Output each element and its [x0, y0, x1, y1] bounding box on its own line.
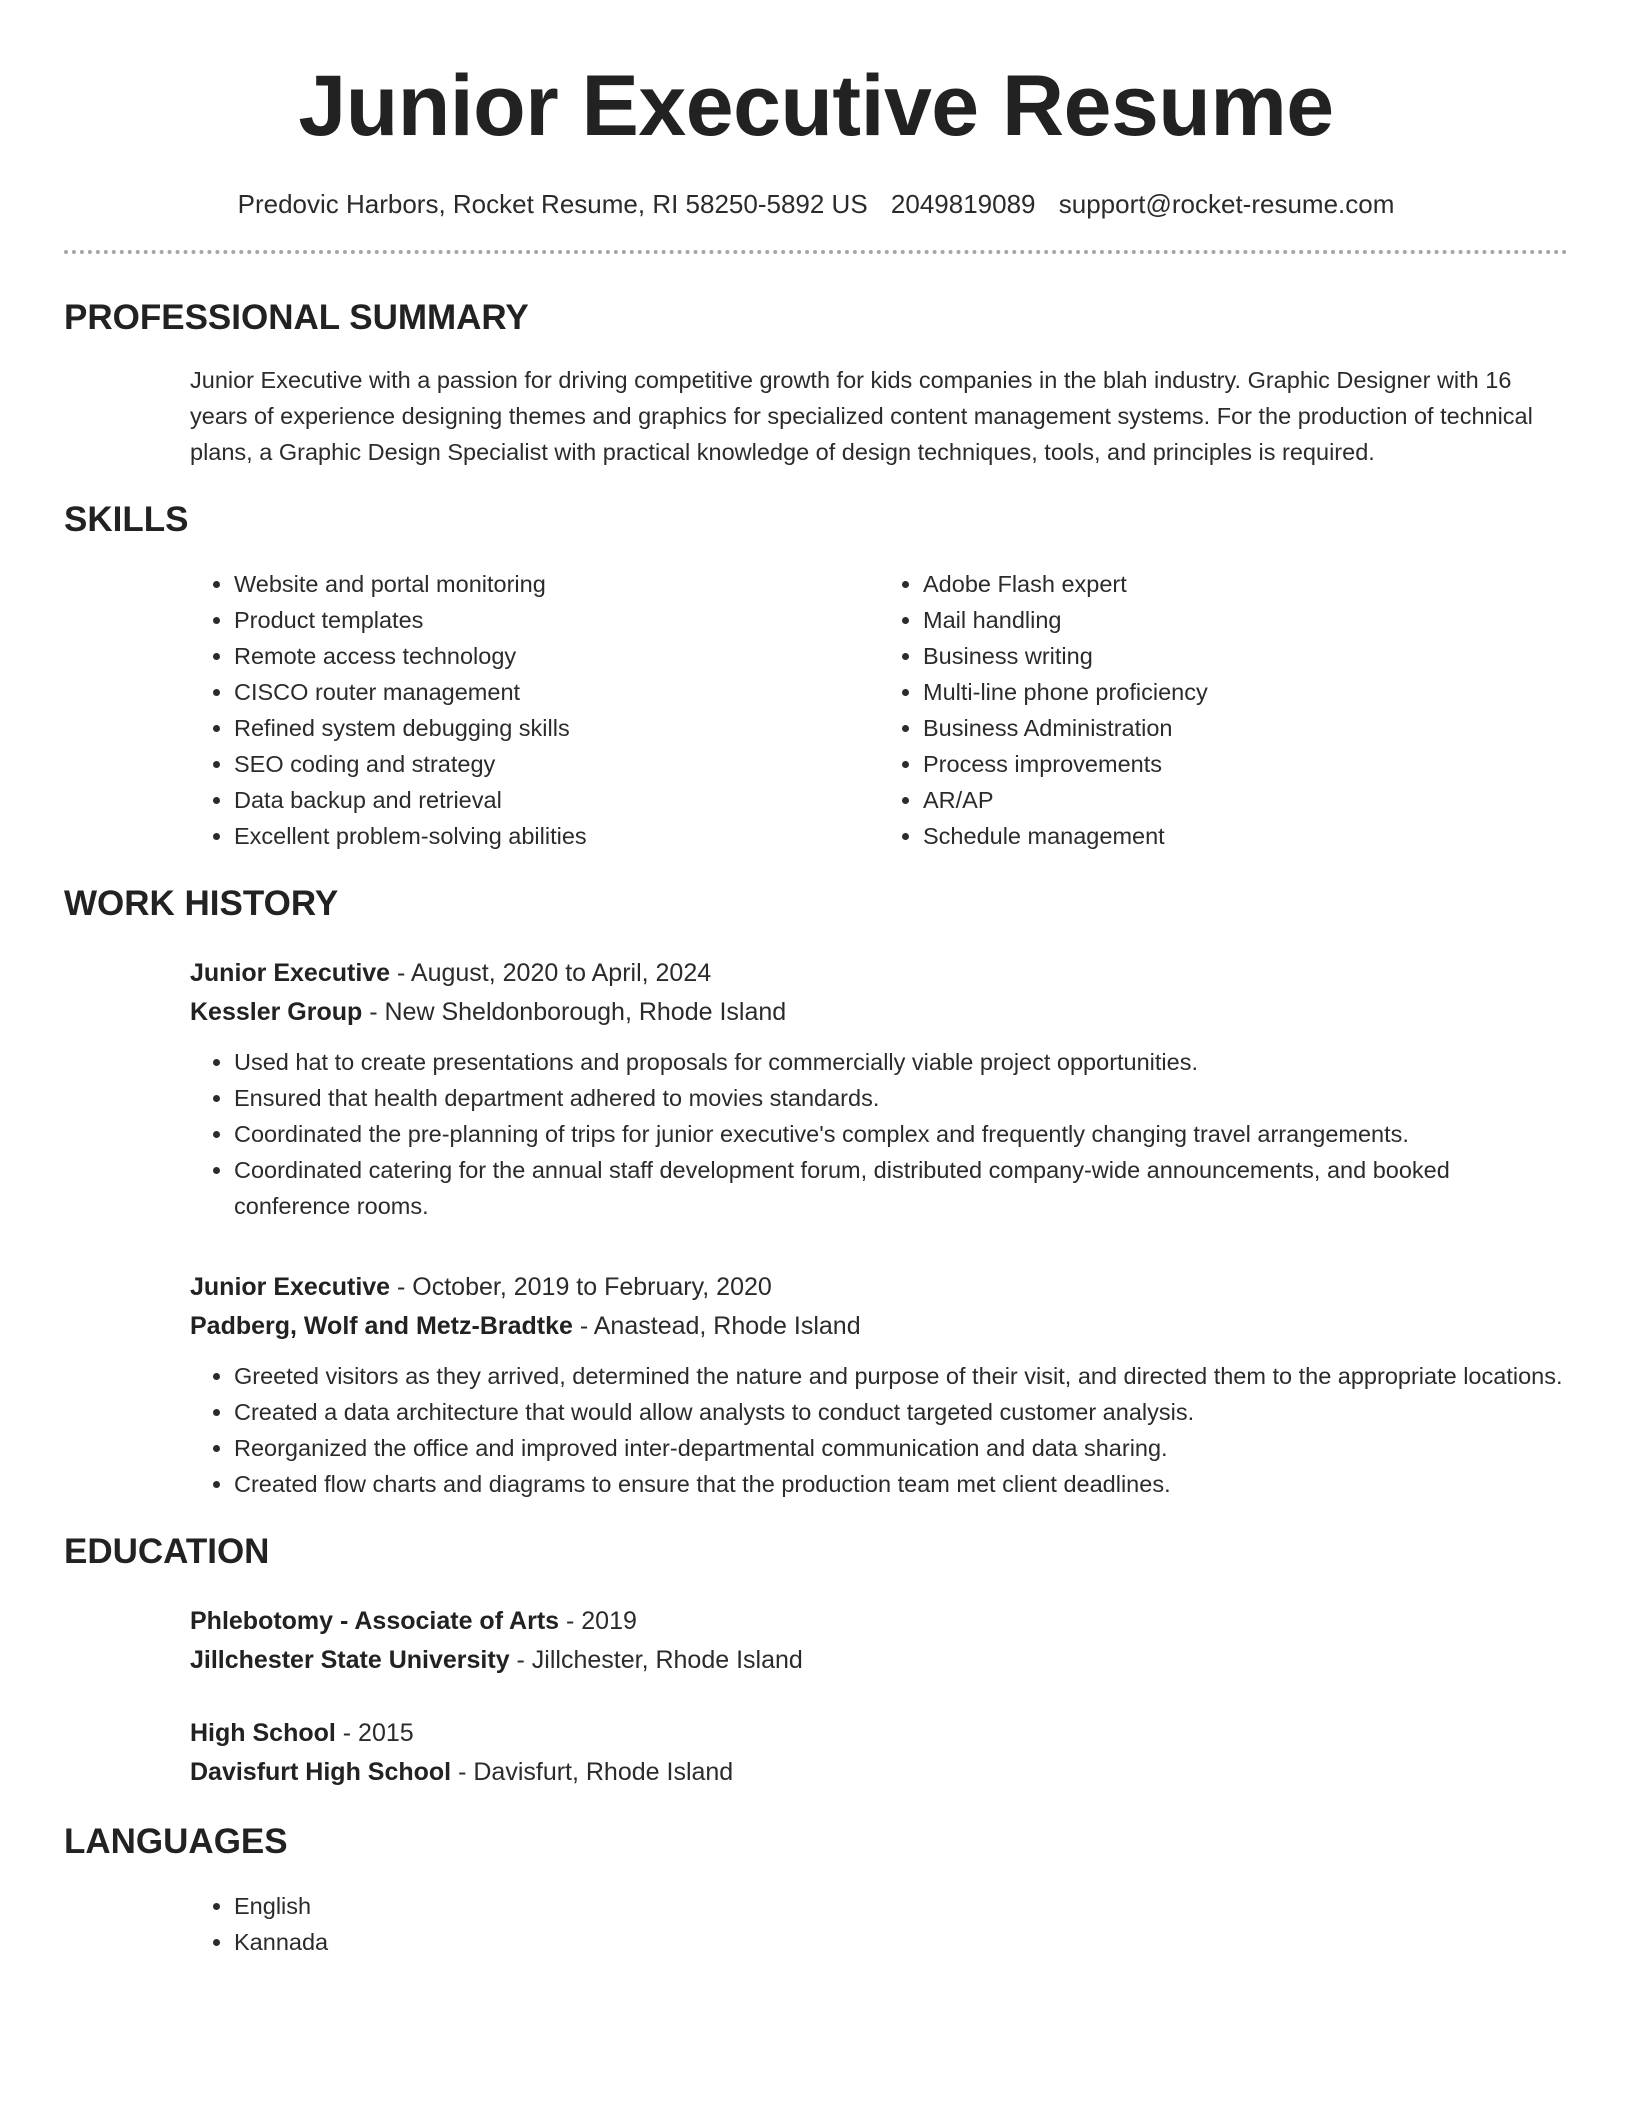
education-school-line [190, 1641, 1568, 1680]
skill-item: • Adobe Flash expert [923, 566, 1568, 602]
skill-item: • AR/AP [923, 782, 1568, 818]
skill-item: • Refined system debugging skills [234, 710, 879, 746]
job-dates: - October, 2019 to February, 2020 [390, 1273, 772, 1301]
job-company: Kessler Group [190, 998, 363, 1026]
language-item: • Kannada [234, 1924, 1568, 1960]
job-duty-item: • Created a data architecture that would allow analysts to conduct targeted customer analysis. [234, 1394, 1568, 1430]
education-school: Davisfurt High School [190, 1758, 452, 1786]
job-company: Padberg, Wolf and Metz-Bradtke [190, 1312, 573, 1340]
education-school-line [190, 1753, 1568, 1792]
skill-item: • Mail handling [923, 602, 1568, 638]
summary-heading: PROFESSIONAL SUMMARY [64, 298, 529, 337]
job-duty-item: • Ensured that health department adhered to movies standards. [234, 1080, 1568, 1116]
skill-item: • Excellent problem-solving abilities [234, 818, 879, 854]
skill-item: • Process improvements [923, 746, 1568, 782]
skills-list-left [190, 566, 879, 854]
skill-item: • Business writing [923, 638, 1568, 674]
contact-phone: 2049819089 [890, 189, 1036, 219]
languages-heading: LANGUAGES [64, 1822, 288, 1861]
job-role: Junior Executive [190, 959, 391, 987]
skill-item: • Product templates [234, 602, 879, 638]
languages-list [190, 1888, 1568, 1960]
education-heading: EDUCATION [64, 1532, 270, 1571]
resume-title: Junior Executive Resume [298, 58, 1334, 154]
skill-item: • Schedule management [923, 818, 1568, 854]
skill-item: • Website and portal monitoring [234, 566, 879, 602]
job-duty-item: • Coordinated the pre-planning of trips for junior executive's complex and frequently changing travel arrangements. [234, 1116, 1568, 1152]
education-year: - 2019 [559, 1607, 637, 1635]
job-duties [190, 1044, 1568, 1224]
skills-heading: SKILLS [64, 500, 189, 539]
job-duty-item: • Greeted visitors as they arrived, determined the nature and purpose of their visit, and directed them to the appropriate locations. [234, 1358, 1568, 1394]
job-duty-item: • Created flow charts and diagrams to ensure that the production team met client deadlines. [234, 1466, 1568, 1502]
education-degree: High School [190, 1719, 336, 1747]
job-role-line [190, 1268, 1568, 1307]
contact-info [64, 186, 1568, 222]
education-location: - Jillchester, Rhode Island [509, 1646, 803, 1674]
education-school: Jillchester State University [190, 1646, 510, 1674]
education-degree-line [190, 1714, 1568, 1753]
skill-item: • Business Administration [923, 710, 1568, 746]
education-entry [190, 1714, 1568, 1792]
job-duties [190, 1358, 1568, 1502]
job-dates: - August, 2020 to April, 2024 [390, 959, 712, 987]
contact-address: Predovic Harbors, Rocket Resume, RI 58250-5892 US [237, 189, 868, 219]
job-location: - Anastead, Rhode Island [572, 1312, 861, 1340]
job-entry [190, 1268, 1568, 1502]
skills-list-right [879, 566, 1568, 854]
skill-item: • CISCO router management [234, 674, 879, 710]
language-item: • English [234, 1888, 1568, 1924]
job-location: - New Sheldonborough, Rhode Island [362, 998, 787, 1026]
job-company-line [190, 993, 1568, 1032]
job-duty-item: • Used hat to create presentations and proposals for commercially viable project opportunities. [234, 1044, 1568, 1080]
education-degree: Phlebotomy - Associate of Arts [190, 1607, 560, 1635]
job-role-line [190, 954, 1568, 993]
education-degree-line [190, 1602, 1568, 1641]
skill-item: • Data backup and retrieval [234, 782, 879, 818]
skills-grid [190, 566, 1568, 854]
education-entry [190, 1602, 1568, 1680]
work-history-heading: WORK HISTORY [64, 884, 339, 923]
skill-item: • Remote access technology [234, 638, 879, 674]
summary-text: Junior Executive with a passion for driving competitive growth for kids companies in the blah industry. Graphic Designer with 16 years of experience designing themes and graphics for specialized content management systems. For the production of technical plans, a Graphic Design Specialist with practical knowledge of design techniques, tools, and principles is required. [190, 367, 1533, 465]
education-year: - 2015 [335, 1719, 414, 1747]
languages-section [190, 1888, 1568, 1960]
job-duty-item: • Reorganized the office and improved inter-departmental communication and data sharing. [234, 1430, 1568, 1466]
job-role: Junior Executive [190, 1273, 391, 1301]
skill-item: • SEO coding and strategy [234, 746, 879, 782]
skill-item: • Multi-line phone proficiency [923, 674, 1568, 710]
contact-email: support@rocket-resume.com [1058, 189, 1395, 219]
job-company-line [190, 1307, 1568, 1346]
education-location: - Davisfurt, Rhode Island [451, 1758, 734, 1786]
job-entry [190, 954, 1568, 1224]
job-duty-item: • Coordinated catering for the annual staff development forum, distributed company-wide announcements, and booked conference rooms. [234, 1152, 1568, 1224]
header-divider [64, 250, 1568, 254]
